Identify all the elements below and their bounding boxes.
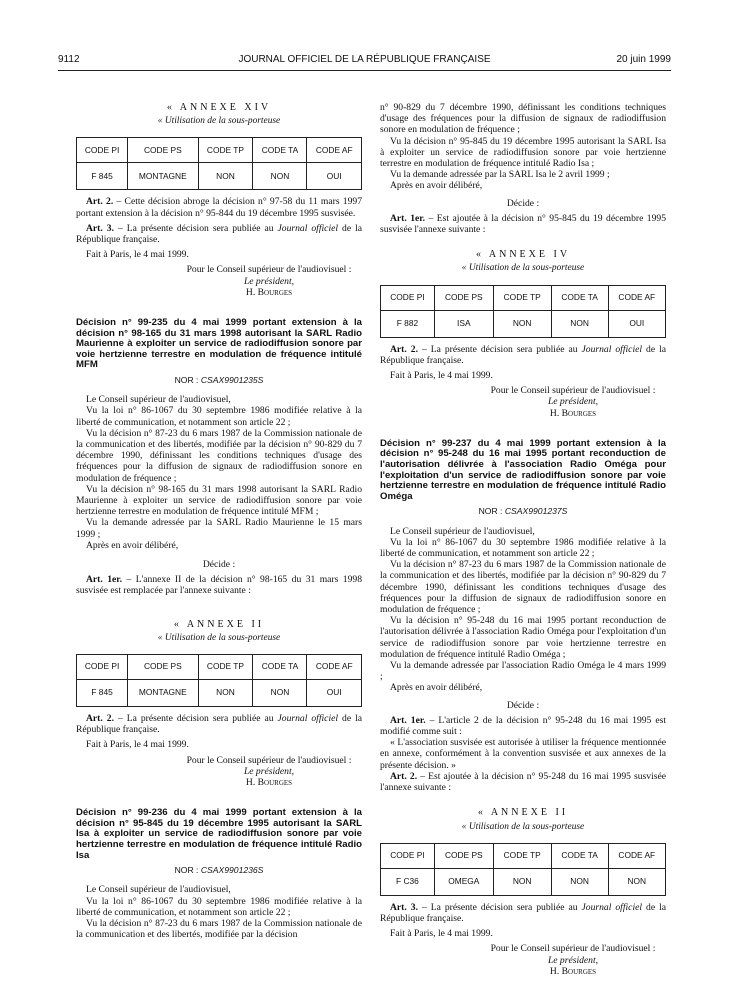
nor-label: NOR : [478,506,505,517]
paragraph: Vu la demande adressée par la SARL Isa le 2 avril 1999 ; [390,169,610,181]
table-header: CODE PS [128,655,198,680]
article-paragraph [380,771,666,793]
journal-reference: Journal officiel [277,222,339,234]
table-cell: NON [551,868,608,895]
nor-reference [76,375,362,386]
table-cell: OUI [307,680,362,707]
subcarrier-table [380,843,666,896]
annex-subtitle: « Utilisation de la sous-porteuse [157,632,281,643]
signature-role: Le président, [243,765,295,777]
table-cell: NON [198,680,253,707]
paragraph: Le Conseil supérieur de l'audiovisuel, [86,884,231,896]
article-paragraph [76,223,362,245]
table-cell: NON [198,163,253,190]
annex-subtitle: « Utilisation de la sous-porteuse [157,116,281,127]
journal-reference: Journal officiel [277,713,339,725]
paragraph: Vu la loi n° 86-1067 du 30 septembre 1986 modifiée relative à la liberté de communication, et notamment son article 22 ; [76,895,362,918]
paragraph: Vu la décision n° 87-23 du 6 mars 1987 de la Commission nationale de la communication et des libertés, modifiée par la décision [76,918,362,941]
annex-title: « ANNEXE XIV [166,102,272,113]
table-cell: NON [493,868,551,895]
paragraph: Vu la loi n° 86-1067 du 30 septembre 1986 modifiée relative à la liberté de communication, et notamment son article 22 ; [76,405,362,428]
article-text: de la République française. [76,713,363,736]
paragraph: Vu la décision n° 98-165 du 31 mars 1998 autorisant la SARL Radio Maurienne à exploiter un service de radiodiffusion sonore par voie hertzienne terrestre en modulation de fréquence intitulé MFM ; [76,483,362,518]
decides-heading: Décide : [202,559,236,571]
signature-block [480,385,666,419]
paragraph: Vu la demande adressée par la SARL Radio Maurienne le 15 mars 1999 ; [76,517,362,540]
signature-name: H. Bourges [549,407,597,419]
signature-name: H. Bourges [245,286,293,298]
table-header: CODE PS [434,285,493,310]
article-paragraph [76,713,362,735]
article-text: de la République française. [380,343,667,366]
quoted-paragraph: « L'association susvisée est autorisée à utiliser la fréquence mentionnée en annexe, conformément à la convention susvisée et aux annexes de la présente décision. » [380,737,666,771]
table-header: CODE TA [551,285,608,310]
signature-block [176,755,362,789]
paragraph: Après en avoir délibéré, [390,682,483,694]
decision-title: Décision n° 99-237 du 4 mai 1999 portant extension à la décision n° 95-248 du 16 mai 1995 portant reconduction de l'autorisation délivrée à l'association Radio Oméga pour l'exploitation d'un service de radiodiffusion sonore par voie hertzienne terrestre en modulation de fréquence intitulé Radio Oméga [380,437,666,502]
table-header: CODE PI [381,285,435,310]
article-paragraph [380,902,666,924]
decides-heading: Décide : [506,699,540,711]
article-label: Art. 1er. [390,714,426,726]
paragraph: Vu la loi n° 86-1067 du 30 septembre 1986 modifiée relative à la liberté de communication, et notamment son article 22 ; [380,536,666,560]
place-date: Fait à Paris, le 4 mai 1999. [86,249,189,261]
right-column [380,84,666,977]
nor-label: NOR : [174,375,201,385]
nor-reference [76,865,362,876]
table-cell: NON [608,868,665,895]
article-label: Art. 3. [390,901,418,913]
table-cell: NON [253,163,307,190]
paragraph: Vu la décision n° 95-845 du 19 décembre 1995 autorisant la SARL Isa à exploiter un service de radiodiffusion sonore par voie hertzienne terrestre en modulation de fréquence intitulé Radio Isa ; [380,135,666,170]
article-paragraph [380,344,666,366]
paragraph: Après en avoir délibéré, [390,180,483,192]
table-cell: NON [493,310,551,337]
table-header: CODE TA [253,138,307,163]
signature-line: Pour le Conseil supérieur de l'audiovisuel : [186,264,352,276]
subcarrier-table [380,285,666,338]
table-row [381,310,666,337]
paragraph: Vu la décision n° 87-23 du 6 mars 1987 de la Commission nationale de la communication et des libertés, modifiée par la décision n° 90-829 du 7 décembre 1990, définissant les conditions techniques d'usage des fréquences pour la diffusion de signaux de radiodiffusion sonore en modulation de fréquence ; [380,559,666,616]
signature-block [480,943,666,977]
article-paragraph [380,715,666,737]
place-date: Fait à Paris, le 4 mai 1999. [390,928,493,940]
table-header: CODE PI [77,655,128,680]
table-cell: OUI [307,163,362,190]
article-text: – Cette décision abroge la décision n° 97-58 du 11 mars 1997 portant extension à la décision n° 95-844 du 19 décembre 1995 susvisée. [76,196,362,219]
paragraph: Le Conseil supérieur de l'audiovisuel, [390,525,535,537]
nor-code: CSAX9901236S [200,865,264,876]
article-text: de la République française. [76,222,363,246]
table-header: CODE AF [307,655,362,680]
table-header: CODE TP [198,138,253,163]
paragraph: Vu la demande adressée par l'association Radio Oméga le 4 mars 1999 ; [380,660,666,683]
journal-title: JOURNAL OFFICIEL DE LA RÉPUBLIQUE FRANÇAISE [238,54,491,65]
table-header: CODE TA [551,843,608,868]
page-header [58,54,671,71]
annex-subtitle: « Utilisation de la sous-porteuse [461,263,585,274]
table-cell: OUI [608,310,665,337]
signature-role: Le président, [547,954,599,966]
article-text: – La présente décision sera publiée au [417,343,582,355]
signature-line: Pour le Conseil supérieur de l'audiovisuel : [490,385,656,397]
left-column [76,84,362,940]
table-cell: ISA [434,310,493,337]
nor-code: CSAX9901237S [504,506,568,517]
article-label: Art. 2. [86,713,114,725]
annex-title: « ANNEXE IV [475,249,571,261]
table-cell: F 845 [77,163,128,190]
table-header: CODE TP [493,285,551,310]
article-label: Art. 1er. [86,574,123,586]
signature-block [176,264,362,298]
table-row [77,680,362,707]
article-text: – Est ajoutée à la décision n° 95-845 du 19 décembre 1995 susvisée l'annexe suivante : [380,212,666,236]
signature-name: H. Bourges [549,965,597,977]
article-text: – L'annexe II de la décision n° 98-165 du 31 mars 1998 susvisée est remplacée par l'annexe suivante : [76,574,362,597]
article-text: – La présente décision sera publiée au [113,713,278,725]
journal-reference: Journal officiel [581,901,643,913]
article-label: Art. 3. [86,222,114,234]
place-date: Fait à Paris, le 4 mai 1999. [86,739,189,751]
page-number: 9112 [58,54,80,65]
table-cell: NON [253,680,307,707]
table-cell: NON [551,310,608,337]
signature-role: Le président, [243,275,295,287]
issue-date: 20 juin 1999 [616,54,671,65]
table-header: CODE AF [307,138,362,163]
paragraph: Vu la décision n° 95-248 du 16 mai 1995 portant reconduction de l'autorisation délivrée à l'association Radio Oméga pour l'exploitation d'un service de radiodiffusion sonore par voie hertzienne terrestre en modulation de fréquence intitulé Radio Oméga ; [380,615,666,660]
signature-role: Le président, [547,396,599,408]
article-label: Art. 2. [390,343,418,355]
nor-reference [380,506,666,517]
decision-title: Décision n° 99-236 du 4 mai 1999 portant extension à la décision n° 95-845 du 19 décembre 1995 autorisant la SARL Isa à exploiter un service de radiodiffusion sonore par voie hertzienne terrestre en modulation de fréquence intitulé Radio Isa [76,807,362,861]
article-text: – Est ajoutée à la décision n° 95-248 du 16 mai 1995 susvisée l'annexe suivante : [380,770,667,794]
table-header: CODE PS [434,843,493,868]
table-cell: MONTAGNE [128,680,198,707]
table-row [381,868,666,895]
article-label: Art. 1er. [390,212,426,224]
table-cell: F 882 [381,310,435,337]
signature-line: Pour le Conseil supérieur de l'audiovisuel : [490,943,656,955]
article-text: – La présente décision sera publiée au [113,222,278,234]
table-header: CODE TP [493,843,551,868]
table-header: CODE AF [608,285,665,310]
annex-subtitle: « Utilisation de la sous-porteuse [461,821,585,832]
article-text: – L'article 2 de la décision n° 95-248 du 16 mai 1995 est modifié comme suit : [380,714,666,738]
article-label: Art. 2. [390,770,418,782]
table-row [77,163,362,190]
table-cell: F 845 [77,680,128,707]
paragraph: Après en avoir délibéré, [86,539,179,551]
article-paragraph [76,574,362,596]
table-cell: OMEGA [434,868,493,895]
signature-name: H. Bourges [245,777,293,789]
nor-label: NOR : [174,865,201,876]
table-header: CODE PI [77,138,128,163]
article-text: – La présente décision sera publiée au [417,901,582,913]
table-header: CODE PS [128,138,198,163]
paragraph: n° 90-829 du 7 décembre 1990, définissant les conditions techniques d'usage des fréquences pour la diffusion de signaux de radiodiffusion sonore en modulation de fréquence ; [380,102,666,136]
decides-heading: Décide : [506,197,540,209]
table-header: CODE PI [381,843,435,868]
paragraph: Le Conseil supérieur de l'audiovisuel, [86,394,231,406]
table-header: CODE TP [198,655,253,680]
decision-title: Décision n° 99-235 du 4 mai 1999 portant extension à la décision n° 98-165 du 31 mars 1998 autorisant la SARL Radio Maurienne à exploiter un service de radiodiffusion sonore par voie hertzienne terrestre en modulation de fréquence intitulé MFM [76,317,362,371]
table-header: CODE TA [253,655,307,680]
table-cell: MONTAGNE [128,163,198,190]
paragraph: Vu la décision n° 87-23 du 6 mars 1987 de la Commission nationale de la communication et des libertés, modifiée par la décision n° 90-829 du 7 décembre 1990, définissant les conditions techniques d'usage des fréquences pour la diffusion de signaux de radiodiffusion sonore en modulation de fréquence ; [76,427,362,484]
nor-code: CSAX9901235S [200,375,264,385]
article-label: Art. 2. [86,196,114,208]
annex-title: « ANNEXE II [477,807,569,819]
article-text: de la République française. [380,901,667,924]
table-header: CODE AF [608,843,665,868]
subcarrier-table [76,137,362,190]
place-date: Fait à Paris, le 4 mai 1999. [390,370,493,382]
article-paragraph [380,213,666,235]
signature-line: Pour le Conseil supérieur de l'audiovisuel : [186,754,352,766]
article-paragraph [76,196,362,218]
subcarrier-table [76,654,362,707]
annex-title: « ANNEXE II [173,618,265,630]
table-cell: F C36 [381,868,435,895]
journal-reference: Journal officiel [581,343,643,355]
